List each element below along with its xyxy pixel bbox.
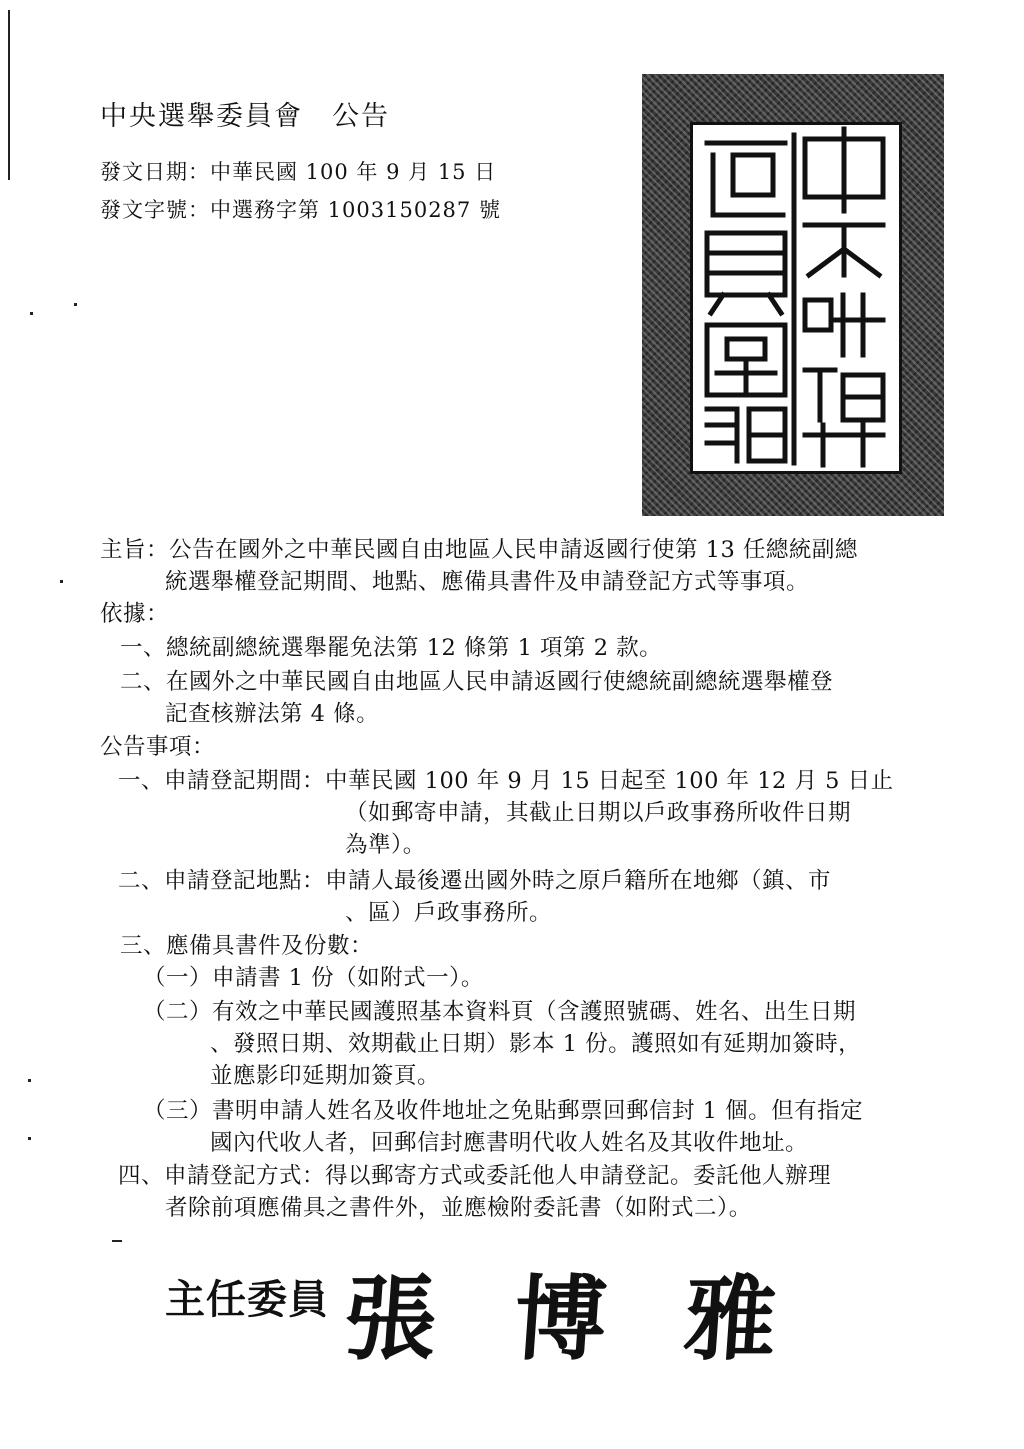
subject-line: 主旨：公告在國外之中華民國自由地區人民申請返國行使第 13 任總統副總 [100, 537, 858, 563]
notice-item-1-cont: 為準）。 [345, 832, 426, 858]
seal-glyphs-icon [693, 125, 899, 471]
document-req-2-cont: 、發照日期、效期截止日期）影本 1 份。護照如有延期加簽時， [210, 1031, 862, 1057]
scan-dot [28, 1079, 31, 1082]
notice-item-2-cont: 、區）戶政事務所。 [345, 900, 553, 926]
notice-item-1: 一、申請登記期間：中華民國 100 年 9 月 15 日起至 100 年 12 月 5 日止 [118, 768, 894, 794]
document-req-3-cont: 國內代收人者，回郵信封應書明代收人姓名及其收件地址。 [210, 1130, 809, 1156]
signatory-name: 張博雅 [340, 1265, 859, 1373]
document-req-2-cont: 並應影印延期加簽頁。 [210, 1063, 441, 1089]
basis-item-1: 一、總統副總統選舉罷免法第 12 條第 1 項第 2 款。 [120, 635, 663, 661]
document-number: 發文字號：中選務字第 1003150287 號 [100, 198, 501, 222]
basis-heading: 依據： [100, 601, 170, 627]
notice-item-3: 三、應備具書件及份數： [120, 933, 374, 959]
scan-dot [60, 580, 63, 583]
document-req-1: （一）申請書 1 份（如附式一）。 [143, 965, 484, 991]
issue-date: 發文日期：中華民國 100 年 9 月 15 日 [100, 160, 497, 184]
document-req-3: （三）書明申請人姓名及收件地址之免貼郵票回郵信封 1 個。但有指定 [143, 1098, 864, 1124]
scan-dot [28, 1137, 31, 1140]
scan-dot [74, 303, 77, 306]
page-title: 中央選舉委員會 公告 [100, 101, 390, 132]
document-req-2: （二）有效之中華民國護照基本資料頁（含護照號碼、姓名、出生日期 [143, 999, 857, 1025]
notice-item-4: 四、申請登記方式：得以郵寄方式或委託他人申請登記。委託他人辦理 [118, 1163, 832, 1189]
subject-line-cont: 統選舉權登記期間、地點、應備具書件及申請登記方式等事項。 [165, 569, 810, 595]
notice-item-4-cont: 者除前項應備具之書件外，並應檢附委託書（如附式二）。 [165, 1195, 752, 1221]
seal-inner-panel [690, 122, 902, 474]
basis-item-2-cont: 記查核辦法第 4 條。 [165, 701, 380, 727]
scan-dot [30, 312, 33, 315]
scan-dash [112, 1240, 122, 1242]
notice-heading: 公告事項： [100, 734, 216, 760]
official-seal [642, 74, 944, 516]
signatory-title: 主任委員 [165, 1277, 329, 1323]
notice-item-1-cont: （如郵寄申請，其截止日期以戶政事務所收件日期 [345, 800, 852, 826]
scan-edge-line [8, 10, 10, 180]
basis-item-2: 二、在國外之中華民國自由地區人民申請返國行使總統副總統選舉權登 [120, 669, 834, 695]
notice-item-2: 二、申請登記地點：申請人最後遷出國外時之原戶籍所在地鄉（鎮、市 [118, 868, 832, 894]
